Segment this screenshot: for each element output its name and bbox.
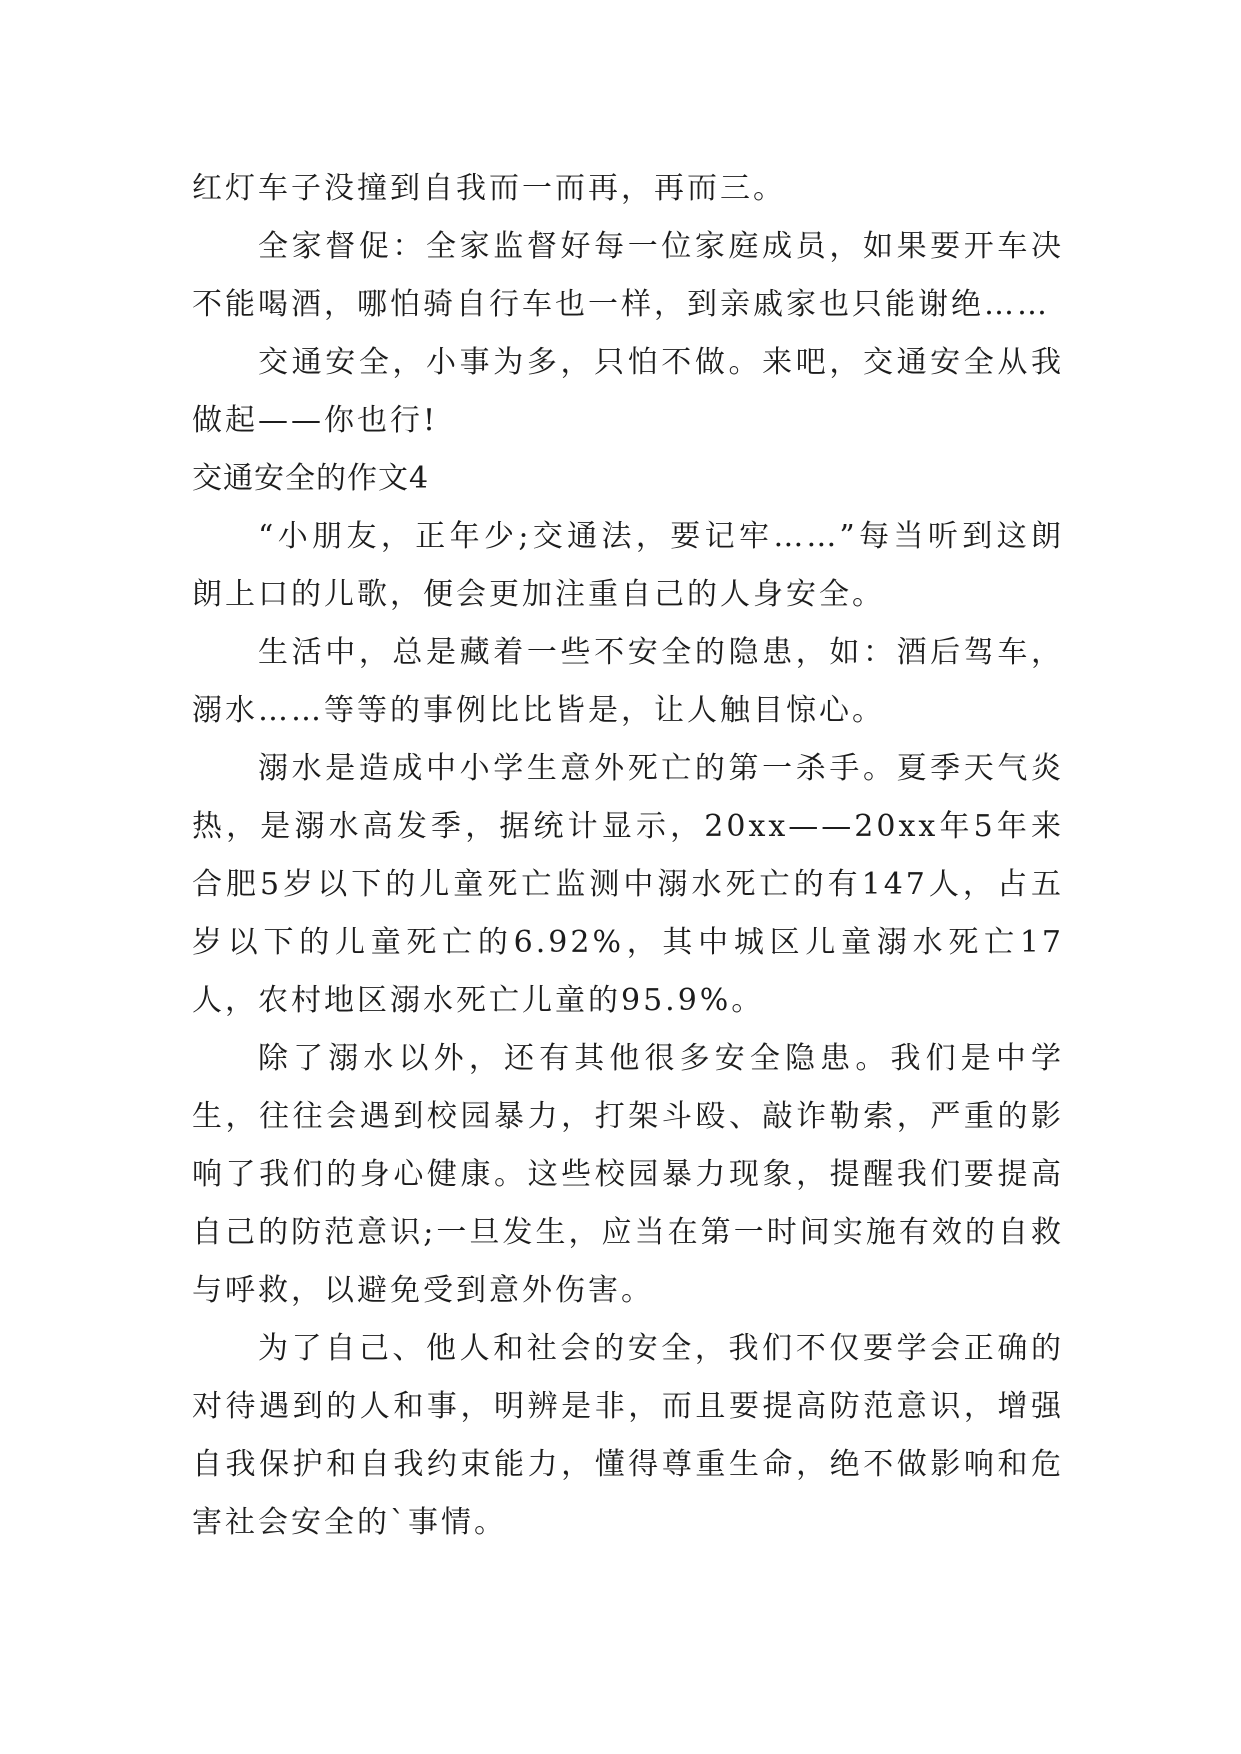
paragraph-safety-awareness: 为了自己、他人和社会的安全，我们不仅要学会正确的对待遇到的人和事，明辨是非，而且要提高防范意识，增强自我保护和自我约束能力，懂得尊重生命，绝不做影响和危害社会安全的`事情。 bbox=[192, 1331, 1064, 1540]
paragraph-school-violence: 除了溺水以外，还有其他很多安全隐患。我们是中学生，往往会遇到校园暴力，打架斗殴、敲诈勒索，严重的影响了我们的身心健康。这些校园暴力现象，提醒我们要提高自己的防范意识;一旦发生，应当在第一时间实施有效的自救与呼救，以避免受到意外伤害。 bbox=[192, 1041, 1064, 1308]
paragraph-family-supervision: 全家督促：全家监督好每一位家庭成员，如果要开车决不能喝酒，哪怕骑自行车也一样，到亲戚家也只能谢绝…… bbox=[192, 229, 1064, 322]
section-heading: 交通安全的作文4 bbox=[192, 461, 430, 496]
paragraph-traffic-safety-conclusion: 交通安全，小事为多，只怕不做。来吧，交通安全从我做起——你也行! bbox=[192, 345, 1064, 438]
paragraph-continuation: 红灯车子没撞到自我而一而再，再而三。 bbox=[192, 171, 786, 206]
paragraph-children-song: “小朋友，正年少;交通法，要记牢……”每当听到这朗朗上口的儿歌，便会更加注重自己的人身安全。 bbox=[192, 519, 1064, 612]
paragraph-drowning-statistics: 溺水是造成中小学生意外死亡的第一杀手。夏季天气炎热，是溺水高发季，据统计显示，20xx——20xx年5年来合肥5岁以下的儿童死亡监测中溺水死亡的有147人，占五岁以下的儿童死亡的6.92%，其中城区儿童溺水死亡17人，农村地区溺水死亡儿童的95.9%。 bbox=[192, 751, 1064, 1018]
document-body bbox=[192, 160, 1064, 1552]
paragraph-hidden-dangers: 生活中，总是藏着一些不安全的隐患，如：酒后驾车，溺水……等等的事例比比皆是，让人触目惊心。 bbox=[192, 635, 1064, 728]
